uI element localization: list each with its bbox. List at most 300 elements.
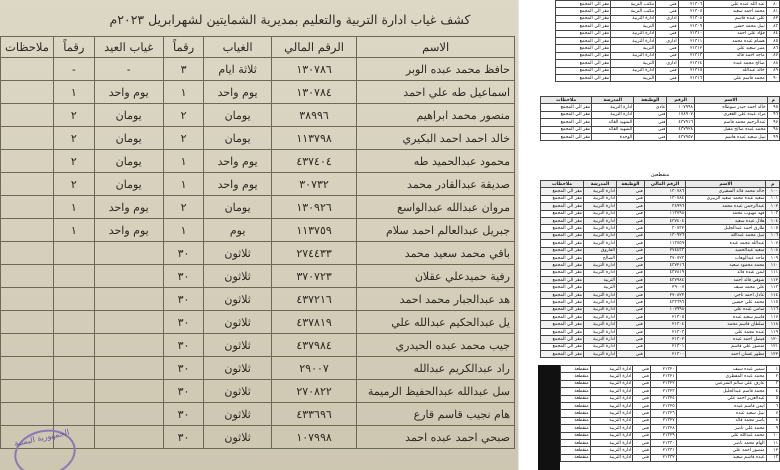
absence-number-cell: ٣٠ — [163, 311, 204, 334]
table-cell: فني — [633, 366, 651, 373]
table-cell: فني — [633, 373, 651, 380]
table-row — [561, 410, 780, 417]
table-row — [1, 357, 515, 380]
table-cell: ١٧٨٩٠٧ — [667, 111, 695, 118]
table-cell: ١١٧ — [766, 314, 780, 321]
table-row — [1, 265, 515, 288]
table-cell: خالد محمد قائد السقيري — [686, 188, 766, 195]
table-row — [556, 37, 780, 44]
table-cell: منقطعة — [561, 432, 591, 439]
table-row — [541, 225, 780, 232]
financial-id-cell: ١١٣٧٩٨ — [271, 127, 357, 150]
table-cell: شوقي قائد احمد — [686, 277, 766, 284]
table-row — [541, 269, 780, 276]
table-cell: مقر الي المجمع — [541, 299, 584, 306]
eid-absence-cell: يوم واحد — [94, 196, 163, 219]
table-row — [541, 328, 780, 335]
table-cell: ٢١٣١٤ — [678, 60, 704, 67]
table-cell: فني — [616, 314, 644, 321]
absence-cell: ثلاثون — [204, 426, 271, 449]
absence-number-cell: ٢ — [163, 196, 204, 219]
table-cell: فني — [634, 111, 667, 118]
table-cell: مراد عبده علي القعري — [694, 111, 767, 118]
table-row — [541, 314, 780, 321]
table-cell: الشهيد القائد — [592, 126, 634, 133]
absence-cell: ثلاثون — [204, 380, 271, 403]
eid-absence-cell — [94, 357, 163, 380]
financial-id-cell: ٤٣٧٩٨٤ — [271, 334, 357, 357]
table-row — [1, 58, 515, 81]
financial-id-cell: ١١٣٧٥٩ — [271, 219, 357, 242]
absence-cell: ثلاثون — [204, 334, 271, 357]
table-cell: ٤٣٧٩١٦ — [667, 119, 695, 126]
table-cell: فني — [616, 195, 644, 202]
table-cell: ٢ — [766, 373, 779, 380]
table-row — [1, 288, 515, 311]
table-cell: ١٠٨ — [766, 247, 780, 254]
table-cell: منقطعة — [561, 366, 591, 373]
table-cell: ١٠٥ — [766, 225, 780, 232]
table-cell: ١١٦ — [766, 306, 780, 313]
employee-name-cell: باقي محمد سعيد محمد — [357, 242, 515, 265]
eid-number-cell — [53, 403, 94, 426]
table-cell: فني — [633, 395, 651, 402]
table-cell: فني — [656, 1, 678, 8]
table-cell: سمير عبده سيف — [676, 366, 766, 373]
header-financial-id: الرقم المالي — [271, 37, 357, 58]
table-cell: عبد الله عبده علي — [704, 1, 767, 8]
table-cell: فني — [656, 67, 678, 74]
table-cell: مقر الي المجمع — [556, 8, 611, 15]
absence-cell: ثلاثة ايام — [204, 58, 271, 81]
table-cell: ٢١٣٠٩ — [678, 23, 704, 30]
table-cell: ادارة التربية — [611, 67, 656, 74]
table-cell: مقر الي المجمع — [556, 60, 611, 67]
table-cell: منقطعة — [561, 417, 591, 424]
table-cell: ماجد عبدالوهاب — [686, 254, 766, 261]
table-cell: اداري — [656, 15, 678, 22]
table-row — [541, 188, 780, 195]
table-row — [561, 417, 780, 424]
absence-table — [0, 36, 515, 449]
table-row — [541, 195, 780, 202]
table-cell: ١٠٠ — [766, 188, 780, 195]
table-cell: ٨٤ — [766, 30, 779, 37]
table-cell: ادارة التربية — [584, 240, 617, 247]
eid-number-cell — [53, 357, 94, 380]
eid-absence-cell: يومان — [94, 150, 163, 173]
table-cell: ٨٩ — [766, 67, 779, 74]
table-cell: عبدالعزيز احمد علي — [676, 395, 766, 402]
table-row — [541, 203, 780, 210]
table-cell: ٢١٣١٣ — [678, 52, 704, 59]
absence-number-cell: ٣٠ — [163, 242, 204, 265]
absence-cell: ثلاثون — [204, 242, 271, 265]
table-cell: مقر الي المجمع — [541, 284, 584, 291]
financial-id-cell: ٣٠٧٣٢ — [271, 173, 357, 196]
table-cell: ادارة التربية — [584, 203, 617, 210]
absence-cell: يوم واحد — [204, 81, 271, 104]
absence-cell: يومان — [204, 127, 271, 150]
absence-cell: يوم واحد — [204, 150, 271, 173]
page3-table — [540, 180, 780, 358]
table-cell: ٢١٣٢٨ — [650, 425, 676, 432]
table-cell: فني — [616, 232, 644, 239]
employee-name-cell: مروان عبدالله عبدالواسع — [357, 196, 515, 219]
table-cell: ١١٣ — [766, 284, 780, 291]
table-cell: ادارة التربية — [592, 111, 634, 118]
table-row — [561, 388, 780, 395]
table-cell: فني — [616, 343, 644, 350]
table-cell: ٩٨ — [767, 126, 779, 133]
table-row — [561, 447, 780, 454]
notes-cell — [1, 127, 54, 150]
table-cell: محمد محمود سعيد — [686, 262, 766, 269]
table-cell: عبده قاسم سعيد — [676, 454, 766, 461]
absence-number-cell: ٢ — [163, 104, 204, 127]
table-cell: التربية — [611, 23, 656, 30]
table-cell: منير سعيد علي — [704, 45, 767, 52]
notes-cell — [1, 173, 54, 196]
table-cell: ٨١ — [766, 8, 779, 15]
eid-number-cell — [53, 288, 94, 311]
table-cell: ادارة التربية — [590, 439, 633, 446]
table-cell: ٢١٣٢٠ — [650, 366, 676, 373]
table-cell: ٣٨٩٩٦ — [644, 203, 685, 210]
financial-id-cell: ١٣٠٧٨٤ — [271, 81, 357, 104]
table-row — [541, 350, 780, 357]
financial-id-cell: ٤٣٧٨١٩ — [271, 311, 357, 334]
absence-number-cell: ٣ — [163, 58, 204, 81]
table-cell: فؤاد علي احمد — [704, 30, 767, 37]
table-cell: فني — [616, 203, 644, 210]
column-header: الوظيفة — [616, 181, 644, 188]
table-cell: ادارة التربية — [590, 395, 633, 402]
absence-number-cell: ٣٠ — [163, 288, 204, 311]
column-header: الوظيفة — [634, 97, 667, 104]
table-cell: فني — [616, 350, 644, 357]
eid-number-cell: ١ — [53, 196, 94, 219]
table-cell: علي محمد سيف — [686, 284, 766, 291]
table-cell: منقطعة — [561, 410, 591, 417]
table-cell: ٢١٣٠٠ — [644, 350, 685, 357]
absence-number-cell: ١ — [163, 173, 204, 196]
employee-name-cell: راد عبدالكريم عبدالله — [357, 357, 515, 380]
table-cell: منقطعة — [561, 425, 591, 432]
table-cell: مقر الي المجمع — [541, 188, 584, 195]
table-cell: فني — [656, 74, 678, 81]
table-cell: ٣٠٧٣٢ — [644, 225, 685, 232]
table-row — [561, 454, 780, 461]
table-cell: ١٠٦ — [766, 232, 780, 239]
eid-number-cell: ٢ — [53, 104, 94, 127]
table-cell: مقر الي المجمع — [541, 232, 584, 239]
table-row — [1, 150, 515, 173]
table-cell: التربية — [611, 60, 656, 67]
financial-id-cell: ٣٧٠٧٢٣ — [271, 265, 357, 288]
employee-name-cell: خالد احمد احمد البكيري — [357, 127, 515, 150]
absence-number-cell: ٣٠ — [163, 334, 204, 357]
page2-table — [540, 96, 780, 141]
header-absence: الغياب — [204, 37, 271, 58]
table-header-row — [1, 37, 515, 58]
table-cell: مطهر غسان احمد — [686, 350, 766, 357]
table-cell: ١٣٠٧٨٦ — [644, 188, 685, 195]
financial-id-cell: ١٠٧٩٩٨ — [271, 426, 357, 449]
table-cell: ٢١٣١١ — [678, 37, 704, 44]
table-cell: مقر الي المجمع — [556, 30, 611, 37]
table-cell: فني — [616, 254, 644, 261]
notes-cell — [1, 334, 54, 357]
eid-number-cell: - — [53, 58, 94, 81]
table-cell: فني — [616, 336, 644, 343]
table-row — [1, 104, 515, 127]
absence-number-cell: ٣٠ — [163, 265, 204, 288]
absence-cell: يوم واحد — [204, 173, 271, 196]
table-cell: منقطعة — [561, 402, 591, 409]
table-cell: فني — [616, 284, 644, 291]
table-cell: فني — [616, 321, 644, 328]
eid-absence-cell — [94, 380, 163, 403]
table-cell: عارف علي سالم الشرعبي — [676, 380, 766, 387]
table-cell: ١٢٠ — [766, 336, 780, 343]
table-cell: ٢١٣٢٢ — [650, 380, 676, 387]
table-cell: ٢١٣٠٥ — [644, 314, 685, 321]
absence-number-cell: ٣٠ — [163, 380, 204, 403]
table-cell: خالد احمد حيدر سوطاه — [694, 104, 767, 111]
financial-id-cell: ١٣٠٧٨٦ — [271, 58, 357, 81]
table-cell: ٢١٣٢٥ — [650, 402, 676, 409]
table-cell: فني — [633, 410, 651, 417]
table-cell: مقر الي المجمع — [541, 291, 584, 298]
table-cell: نبيل سعيد عبده — [676, 410, 766, 417]
table-cell: فني — [656, 23, 678, 30]
table-cell: ٢١٣٠٤ — [644, 321, 685, 328]
table-cell: ٢١٣١٦ — [678, 74, 704, 81]
absence-table-body — [1, 58, 515, 449]
table-cell: ايمن عبده قائد — [686, 269, 766, 276]
employee-name-cell: هام نجيب قاسم قارع — [357, 403, 515, 426]
table-cell: ادارة التربية — [584, 210, 617, 217]
table-cell: ٢١٣٣١ — [650, 447, 676, 454]
table-cell: ١١ — [766, 439, 779, 446]
employee-name-cell: اسماعيل طه علي احمد — [357, 81, 515, 104]
table-cell: هشام عبده محمد — [704, 37, 767, 44]
eid-number-cell — [53, 380, 94, 403]
table-cell: ادارة التربية — [584, 217, 617, 224]
table-cell: مقر الي المجمع — [556, 52, 611, 59]
table-cell: التربية — [584, 277, 617, 284]
table-cell: ١٠ — [766, 432, 779, 439]
table-cell: ادارة التربية — [584, 299, 617, 306]
table-cell: مقر الي المجمع — [541, 133, 592, 140]
table-cell: ادارة التربية — [584, 328, 617, 335]
table-row — [556, 8, 780, 15]
table-row — [541, 126, 780, 133]
table-cell: مقر الي المجمع — [541, 321, 584, 328]
table-row — [541, 217, 780, 224]
table-cell: ادارة التربية — [584, 195, 617, 202]
table-cell: ادارة التربية — [584, 188, 617, 195]
table-cell: محمد احمد سعيد — [704, 8, 767, 15]
table-cell: ادارة التربية — [590, 402, 633, 409]
table-row — [1, 196, 515, 219]
table-row — [1, 380, 515, 403]
table-cell: اداري — [656, 60, 678, 67]
table-cell: ٢١٣٠٢ — [644, 336, 685, 343]
table-cell: ١٠٧٩٩٨ — [644, 306, 685, 313]
notes-cell — [1, 288, 54, 311]
table-cell: ٨ — [766, 417, 779, 424]
table-row — [556, 74, 780, 81]
table-cell: ١٠٩ — [766, 254, 780, 261]
table-cell: فني — [616, 247, 644, 254]
table-cell: ١١٣٧٥٩ — [644, 240, 685, 247]
table-cell: مقر الي المجمع — [556, 37, 611, 44]
employee-name-cell: محمود عبدالحميد طه — [357, 150, 515, 173]
table-cell: ٢٧٤٤٣٣ — [644, 247, 685, 254]
table-cell: ١١٢ — [766, 277, 780, 284]
table-cell: سعيد عبده محمد سعيد الزبيري — [686, 195, 766, 202]
scanned-page-1 — [555, 0, 780, 92]
table-cell: محمد قاسم عبدالجليل — [676, 388, 766, 395]
table-cell: فني — [616, 299, 644, 306]
column-header: المدرسة — [584, 181, 617, 188]
scanned-page-4 — [538, 365, 780, 470]
table-cell: ٢١٣٢٤ — [650, 395, 676, 402]
table-cell: مقر الي المجمع — [556, 1, 611, 8]
table-cell: مقر الي المجمع — [541, 210, 584, 217]
scanned-page-2 — [540, 96, 780, 144]
table-row — [541, 277, 780, 284]
table-row — [1, 219, 515, 242]
table-cell: مقر الي المجمع — [541, 343, 584, 350]
table-cell: ١٠١ — [766, 195, 780, 202]
table-cell: سعيد عبدالحميد — [686, 247, 766, 254]
table-cell: ٢١٣٣٠ — [650, 439, 676, 446]
financial-id-cell: ٢٧٤٤٣٣ — [271, 242, 357, 265]
column-header: الرقم — [667, 97, 695, 104]
table-cell: ادارة التربية — [584, 291, 617, 298]
table-cell: طارق احمد عبدالجليل — [686, 225, 766, 232]
eid-number-cell — [53, 265, 94, 288]
table-cell: مقر الي المجمع — [541, 277, 584, 284]
table-cell: ماجد احمد قائد — [704, 52, 767, 59]
table-cell: محمد عبدالله علي — [676, 432, 766, 439]
notes-cell — [1, 265, 54, 288]
table-cell: فني — [616, 217, 644, 224]
eid-number-cell: ١ — [53, 219, 94, 242]
eid-absence-cell — [94, 311, 163, 334]
table-cell: ١١٥ — [766, 299, 780, 306]
table-row — [561, 402, 780, 409]
table-row — [541, 336, 780, 343]
table-cell: اداري — [656, 37, 678, 44]
table-cell: ١٠٧ — [766, 240, 780, 247]
table-cell: فني — [656, 30, 678, 37]
table-cell: ١٠٣ — [766, 210, 780, 217]
table-cell: نبيل سعيد عبده هاشم — [694, 133, 767, 140]
table-cell: مقر الي المجمع — [541, 336, 584, 343]
table-cell: ١٢١ — [766, 343, 780, 350]
table-cell: ٢٩٠٠٧ — [644, 284, 685, 291]
table-row — [541, 247, 780, 254]
table-row — [556, 60, 780, 67]
table-cell: ٣ — [766, 380, 779, 387]
table-cell: ١٢٢ — [766, 350, 780, 357]
table-cell: فني — [633, 417, 651, 424]
table-cell: محمد عبده صالح مقبل — [694, 126, 767, 133]
scanned-page-3 — [540, 172, 780, 362]
page1-table — [555, 0, 780, 82]
table-cell: منقطعة — [561, 388, 591, 395]
eid-absence-cell: - — [94, 58, 163, 81]
table-row — [561, 366, 780, 373]
table-row — [556, 1, 780, 8]
table-cell: التربية — [611, 45, 656, 52]
table-cell: ادارة التربية — [590, 432, 633, 439]
table-row — [541, 321, 780, 328]
table-row — [561, 395, 780, 402]
table-row — [541, 291, 780, 298]
table-cell: ادارة التربية — [590, 366, 633, 373]
table-cell: ادارة التربية — [590, 388, 633, 395]
table-cell: ٥ — [766, 395, 779, 402]
header-absence-number: رقماً — [163, 37, 204, 58]
header-name: الاسم — [357, 37, 515, 58]
financial-id-cell: ٣٨٩٩٦ — [271, 104, 357, 127]
absence-cell: يومان — [204, 104, 271, 127]
absence-cell: ثلاثون — [204, 403, 271, 426]
employee-name-cell: صبحي احمد عبده احمد — [357, 426, 515, 449]
financial-id-cell: ٤٣٧٤٠٤ — [271, 150, 357, 173]
table-cell: مقر الي المجمع — [541, 104, 592, 111]
table-cell: ١٣٠٩٢٦ — [644, 232, 685, 239]
table-row — [541, 299, 780, 306]
table-cell: ادارة التربية — [584, 262, 617, 269]
table-cell: التربية — [611, 74, 656, 81]
table-cell: هلال عبده سعيد — [686, 217, 766, 224]
table-cell: ادارة التربية — [584, 350, 617, 357]
table-cell: خالد عبدالله — [704, 67, 767, 74]
employee-name-cell: هد عبدالجبار محمد احمد — [357, 288, 515, 311]
table-cell: مقر الي المجمع — [541, 328, 584, 335]
table-cell: ٨٧ — [766, 52, 779, 59]
table-cell: فني — [616, 188, 644, 195]
eid-absence-cell — [94, 334, 163, 357]
column-header: الاسم — [694, 97, 767, 104]
table-cell: نبيل محمد عبدالله — [686, 232, 766, 239]
panel-divider — [518, 0, 519, 470]
table-cell: ادارة التربية — [611, 37, 656, 44]
table-cell: ٨٣ — [766, 23, 779, 30]
table-cell: فهد مهيوب محمد — [686, 210, 766, 217]
table-cell: ٢١٣٠٧ — [678, 8, 704, 15]
table-row — [541, 111, 780, 118]
table-row — [541, 104, 780, 111]
table-row — [541, 119, 780, 126]
table-cell: ٩٧ — [767, 119, 779, 126]
eid-absence-cell: يوم واحد — [94, 81, 163, 104]
absence-number-cell: ١ — [163, 150, 204, 173]
table-cell: منصور احمد علي — [676, 447, 766, 454]
table-cell: ادارة التربية — [590, 410, 633, 417]
table-cell: ٤٣٧٨١٩ — [644, 269, 685, 276]
table-cell: ٨٦ — [766, 45, 779, 52]
table-cell: مقر الي المجمع — [556, 45, 611, 52]
table-cell: فني — [634, 126, 667, 133]
eid-number-cell — [53, 311, 94, 334]
